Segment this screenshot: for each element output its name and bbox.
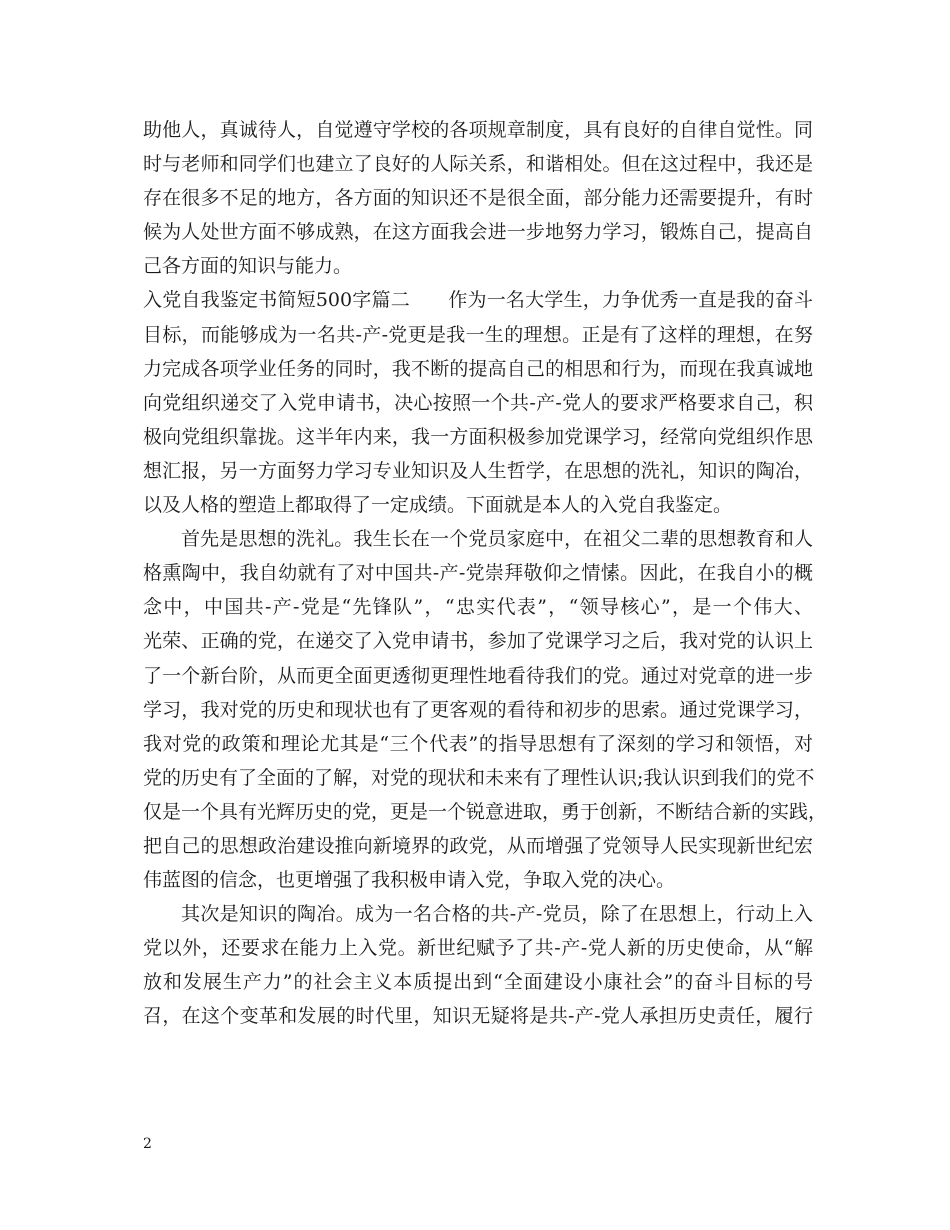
body-text <box>143 113 828 1034</box>
text-line: 以及人格的塑造上都取得了一定成绩。下面就是本人的入党自我鉴定。 <box>143 494 733 517</box>
text-line: 助他人，真诚待人，自觉遵守学校的各项规章制度，具有良好的自律自觉性。同 <box>143 119 813 141</box>
paragraph-start-line: 其次是知识的陶冶。成为一名合格的共-产-党员，除了在思想上，行动上入 <box>181 903 813 926</box>
text-line: 候为人处世方面不够成熟，在这方面我会进一步地努力学习，锻炼自己，提高自 <box>143 221 813 244</box>
text-line: 党的历史有了全面的了解，对党的现状和未来有了理性认识;我认识到我们的党不 <box>143 766 815 789</box>
paragraph-start-line: 首先是思想的洗礼。我生长在一个党员家庭中，在祖父二辈的思想教育和人 <box>181 528 813 551</box>
text-line: 向党组织递交了入党申请书，决心按照一个共-产-党人的要求严格要求自己，积 <box>143 391 813 414</box>
text-line: 时与老师和同学们也建立了良好的人际关系，和谐相处。但在这过程中，我还是 <box>143 153 813 176</box>
text-line: 我对党的政策和理论尤其是“三个代表”的指导思想有了深刻的学习和领悟，对 <box>143 732 813 755</box>
text-line: 极向党组织靠拢。这半年内来，我一方面积极参加党课学习，经常向党组织作思 <box>143 425 813 448</box>
text-line: 了一个新台阶，从而更全面更透彻更理性地看待我们的党。通过对党章的进一步 <box>143 664 813 687</box>
text-line: 光荣、正确的党，在递交了入党申请书，参加了党课学习之后，我对党的认识上 <box>143 630 813 653</box>
text-line: 放和发展生产力”的社会主义本质提出到“全面建设小康社会”的奋斗目标的号 <box>143 971 813 994</box>
text-line: 力完成各项学业任务的同时，我不断的提高自己的相思和行为，而现在我真诚地 <box>143 357 813 380</box>
text-line: 想汇报，另一方面努力学习专业知识及人生哲学，在思想的洗礼，知识的陶冶， <box>143 459 813 482</box>
text-line: 存在很多不足的地方，各方面的知识还不是很全面，部分能力还需要提升，有时 <box>143 187 813 210</box>
text-line: 仅是一个具有光辉历史的党，更是一个锐意进取，勇于创新，不断结合新的实践， <box>143 800 828 823</box>
section-heading-line: 入党自我鉴定书简短500字篇二 作为一名大学生，力争优秀一直是我的奋斗 <box>143 289 813 312</box>
page-number: 2 <box>143 1136 152 1152</box>
text-line: 学习，我对党的历史和现状也有了更客观的看待和初步的思索。通过党课学习， <box>143 698 813 721</box>
text-line: 目标，而能够成为一名共-产-党更是我一生的理想。正是有了这样的理想，在努 <box>143 323 813 346</box>
text-line: 召，在这个变革和发展的时代里，知识无疑将是共-产-党人承担历史责任，履行 <box>143 1005 813 1028</box>
text-line: 己各方面的知识与能力。 <box>143 255 353 278</box>
text-line: 伟蓝图的信念，也更增强了我积极申请入党，争取入党的决心。 <box>143 869 676 892</box>
text-line: 把自己的思想政治建设推向新境界的政党，从而增强了党领导人民实现新世纪宏 <box>143 834 813 857</box>
text-line: 党以外，还要求在能力上入党。新世纪赋予了共-产-党人新的历史使命，从“解 <box>143 937 813 960</box>
text-line: 格熏陶中，我自幼就有了对中国共-产-党崇拜敬仰之情愫。因此，在我自小的概 <box>143 562 813 585</box>
text-line: 念中，中国共-产-党是“先锋队”，“忠实代表”，“领导核心”，是一个伟大、 <box>143 596 813 619</box>
